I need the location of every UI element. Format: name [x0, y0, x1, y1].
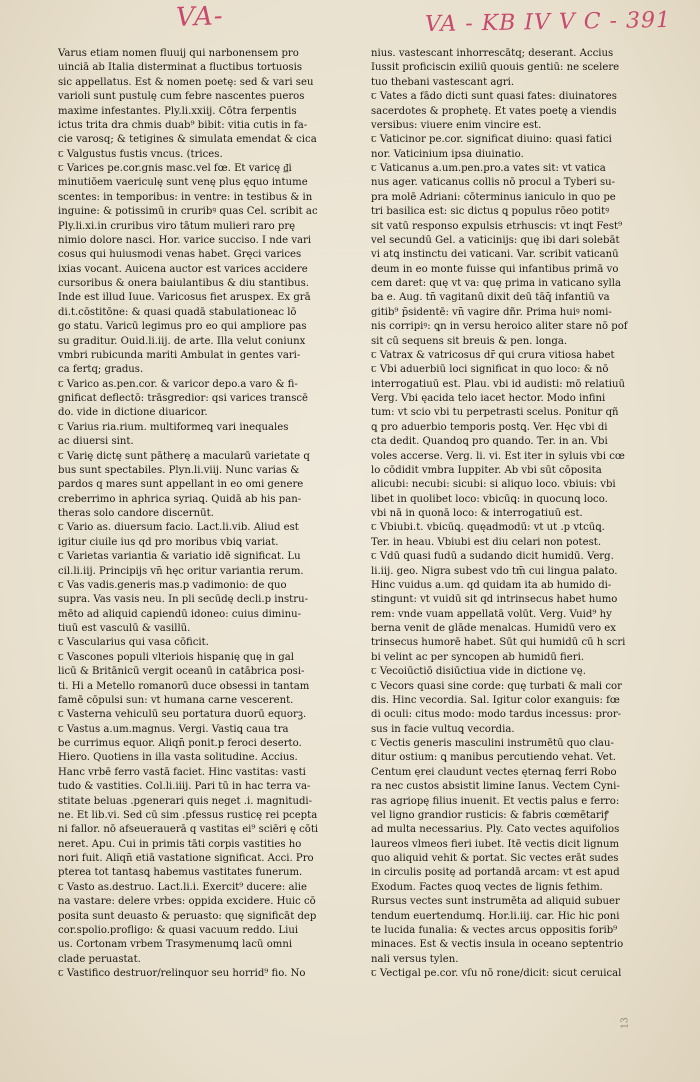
text-line: nori fuit. Aliqn̄ etiā vastatione significat. Acci. Pro	[58, 853, 314, 864]
text-line: supra. Vas vasis neu. In pl̄i secūdę decli.p instru-	[58, 594, 308, 606]
text-line: Exodum. Factes quoꝗ vectes de lignis fethim.	[371, 881, 603, 893]
text-line: ba e. Aug. tn̄ vagitanū dixit deū tāq̄ infantiū va	[371, 292, 610, 304]
text-line: ixias vocant. Auicena auctor est varices accidere	[58, 263, 308, 275]
text-line: sit vatū responso expulsis etrhuscis: vt inqt Fest⁹	[371, 220, 623, 232]
text-line: ꞇ Vdū quasi fudū a sudando dicit humidū. Verg.	[371, 551, 614, 563]
text-line: ꞇ Vecors quasi sine corde: quę turbati & mali cor	[371, 680, 622, 692]
text-line: sic appellatus. Est & nomen poetę: sed & vari seu	[58, 76, 314, 88]
text-line: ad multa necessarius. Ply. Cato vectes aquifolios	[371, 824, 620, 836]
text-line: nor. Vaticinium ipsa diuinatio.	[371, 148, 524, 160]
text-line: cursoribus & onera baiulantibus & diu stantibus.	[58, 278, 310, 289]
text-line: Hiero. Quotiens in illa vasta solitudine. Accius.	[58, 752, 298, 764]
text-line: gnificat deflectō: trāsgredior: qsi varices transcē	[58, 393, 309, 404]
text-line: neret. Apu. Cui in primis tāti corpis vastities ho	[58, 838, 302, 850]
text-line: go statu. Varicū legimus pro eo qui ampliore pas	[58, 321, 307, 333]
text-line: Varus etiam nomen fluuij qui narbonensem pro	[58, 48, 299, 59]
text-line: Centum ęrei claudunt vectes ęternaꝗ ferri Robo	[371, 766, 617, 778]
text-line: Ter. in heau. Vbiubi est diu celari non potest.	[371, 536, 602, 548]
text-line: Rursus vectes sunt instrumēta ad aliquid subuer	[371, 896, 620, 908]
text-line: ꞇ Vaticanus a.um.pen.pro.a vates sit: vt vatica	[371, 163, 606, 174]
text-line: dis. Hinc vecordia. Sal. Igitur color exanguis: fœ	[371, 694, 620, 706]
text-line: nimio dolore nasci. Hor. varice succiso. I nde vari	[58, 234, 312, 246]
text-line: cil.li.iij. Principijs vn̄ hęc oritur variantia rerum.	[58, 565, 304, 577]
text-line: igitur ciuile ius qd pro moribus vbiꝗ variat.	[58, 536, 279, 548]
text-line: licū & Britānicū vergit oceanū in catābrica posi-	[58, 666, 305, 678]
text-line: Hanc vrbē ferro vastā faciet. Hinc vastitas: vasti	[58, 766, 306, 778]
text-line: cor.spolio.profligo: & quasi vacuum reddo. Liui	[58, 924, 299, 936]
text-line: interrogatiuū est. Plau. vbi id audisti: mō relatiuū	[371, 378, 626, 390]
text-line: ni fallor. nō afseuerauerā q vastitas ei⁹ sciēri ę cōti	[58, 824, 319, 836]
margin-note: 13	[620, 1017, 631, 1029]
text-line: Inde est illud Iuue. Varicosus fiet aruspex. Ex grā	[58, 292, 311, 304]
text-line: ne. Et lib.vi. Sed cū sim .pfessus rusticę rei pcepta	[58, 809, 318, 821]
text-line: stingunt: vt vuidū sit qd intrinsecus habet humo	[371, 594, 618, 606]
text-line: ꞇ Vastus a.um.magnus. Vergi. Vastiꝗ caua tra	[58, 723, 289, 735]
handwritten-annotation-left: VA-	[175, 1, 225, 33]
text-line: ꞇ Vascones populi vlteriois hispanię quę in gal	[58, 651, 294, 663]
text-line: libet in quolibet loco: vbicūꝗ: in quocunꝗ loco.	[371, 493, 608, 505]
text-line: na vastare: delere vrbes: oppida excidere. Huic cō	[58, 896, 316, 908]
text-line: berna venit de glāde menalcas. Humidū vero ex	[371, 623, 616, 634]
text-line: alicubi: necubi: sicubi: si aliquo loco. vbiuis: vbi	[371, 479, 616, 491]
text-line: ti. Hi a Metello romanorū duce obsessi in tantam	[58, 680, 310, 692]
text-line: theras solo candore discernūt.	[58, 508, 214, 519]
text-line: vel secundū Gel. a vaticinijs: quę ibi dari solebāt	[371, 234, 620, 246]
text-line: di oculi: citus modo: modo tardus incessus: pror-	[371, 709, 622, 721]
text-line: in circulis positę ad portandā arcam: vt est apud	[371, 867, 620, 879]
text-line: laureos vlmeos fieri iubet. Itē vectis dicit lignum	[371, 838, 620, 850]
text-line: varioli sunt pustulę cum febre nascentes pueros	[58, 91, 305, 103]
text-line: ꞇ Vbiubi.t. vbicūꝗ. quęadmodū: vt ut .p vtcūꝗ.	[371, 522, 605, 534]
text-line: gitib⁹ p̄sidentē: vn̄ vagire dñr. Prima huiꝰ nomi-	[371, 306, 612, 318]
text-line: bus sunt spectabiles. Plyn.li.viij. Nunc varias &	[58, 464, 300, 476]
text-line: tri basilica est: sic dictus ꝗ populus rōeo potitꝰ	[371, 206, 610, 218]
text-line: ꞇ Vasto as.destruo. Lact.li.i. Exercit⁹ ducere: alie	[58, 881, 307, 893]
text-line: sit cū sequens sit breuis & pen. longa.	[371, 335, 568, 347]
text-line: minaces. Est & vectis insula in oceano septentrio	[371, 939, 624, 951]
text-line: ac diuersi sint.	[58, 436, 134, 448]
text-line: sus in facie vultuꝗ vecordia.	[371, 723, 515, 735]
text-line: ꞇ Varietas variantia & variatio idē significat. Lu	[58, 551, 301, 563]
text-line: ꞇ Vas vadis.generis mas.p vadimonio: de quo	[58, 579, 287, 591]
text-line: su graditur. Ouid.li.iij. de arte. Illa velut coniunx	[58, 335, 306, 347]
text-line: te lucida funalia: & vectes arcus oppositis forib⁹	[371, 924, 618, 936]
text-line: vi atꝗ instinctu dei vaticani. Var. scribit vaticanū	[371, 249, 619, 261]
text-line: tudo & vastities. Col.li.iiij. Pari tū in hac terra va-	[58, 781, 311, 793]
text-line: cem daret: quę vt va: quę prima in vaticano sylla	[371, 278, 622, 289]
text-line: ꞇ Valgustus fustis vncus. (trices.	[58, 148, 223, 160]
text-line: li.iij. geo. Nigra subest vdo tm̄ cui lingua palato.	[371, 565, 618, 577]
text-line: ꞇ Vario as. diuersum facio. Lact.li.vib. Aliud est	[58, 522, 299, 534]
text-line: Iussit proficiscin exiliū quouis gentiū: ne scelere	[371, 62, 620, 74]
text-line: ꞇ Vasterna vehiculū seu portatura duorū equorꝫ.	[58, 709, 307, 721]
text-line: posita sunt deuasto & peruasto: quę significāt dep	[58, 910, 317, 922]
left-text-column	[58, 47, 350, 981]
text-line: cta dedit. Quandoꝗ pro quando. Ter. in an. Vbi	[371, 436, 608, 448]
text-line: scentes: in temporibus: in ventre: in testibus & in	[58, 191, 313, 203]
text-line: famē cōpulsi sun: vt humana carne vescerent.	[58, 694, 294, 706]
text-line: ꞇ Vecoiūctiō disiūctiua vide in dictione vę.	[371, 666, 586, 678]
text-line: versibus: viuere enim vincire est.	[371, 119, 542, 131]
text-line: sacerdotes & prophetę. Et vates poetę a viendis	[371, 105, 617, 117]
text-line: uinciā ab Italia disterminat a fluctibus tortuosis	[58, 62, 303, 74]
text-line: bi velint ac per syncopen ab humidū fieri.	[371, 651, 585, 663]
text-line: ꞇ Vatrax & vatricosus dr̄ qui crura vitiosa habet	[371, 349, 615, 361]
text-line: stitate beluas .pgenerari quis neget .i. magnitudi-	[58, 795, 313, 807]
text-line: pra molē Adriani: cōterminus ianiculo in quo pe	[371, 191, 616, 203]
text-line: Hinc vuidus a.um. qd quidam ita ab humido di-	[371, 579, 612, 591]
text-line: pardos q mares sunt appellant in eo omi genere	[58, 479, 304, 491]
text-line: us. Cortonam vrbem Trasymenumꝗ lacū omni	[58, 939, 293, 951]
text-line: cosus qui huiusmodi venas habet. Gręci varices	[58, 249, 302, 261]
text-line: ra nec custos absistit limine Ianus. Vectem Cyni-	[371, 781, 620, 793]
text-line: tum: vt scio vbi tu perpetrasti scelus. Ponitur qñ	[371, 407, 619, 419]
right-text-column	[371, 47, 663, 981]
text-line: ꝗ pro aduerbio temporis postꝗ. Ver. Hęc vbi di	[371, 421, 608, 433]
text-line: ictus trita dra chmis duab⁹ bibit: vitia cutis in fa-	[58, 119, 308, 131]
text-line: ꞇ Vectigal pe.cor. vſu nō rone/dicit: sicut ceruical	[371, 968, 622, 979]
text-line: ꞇ Vates a fādo dicti sunt quasi fates: diuinatores	[371, 91, 617, 103]
text-line: tuo thebani vastescant agri.	[371, 76, 515, 88]
text-line: vmbri rubicunda mariti Ambulat in gentes vari-	[58, 349, 301, 361]
text-line: pterea tot tantasꝗ habemus vastitates funerum.	[58, 867, 303, 879]
text-line: nius. vastescant inhorrescātq; deserant. Accius	[371, 48, 614, 59]
text-line: ꞇ Vascularius qui vasa cōficit.	[58, 637, 209, 649]
text-line: clade peruastat.	[58, 953, 141, 965]
text-line: inguine: & potissimū in cruribꝰ quas Cel. scribit ac	[58, 206, 318, 218]
text-line: nali versus tylen.	[371, 953, 459, 965]
text-line: deum in eo monte fuisse qui infantibus primā vo	[371, 263, 619, 275]
text-line: mēto ad aliquid capiendū idoneo: cuius diminu-	[58, 608, 302, 620]
text-line: ꞇ Varię dictę sunt pātherę a macularū varietate q	[58, 450, 310, 462]
text-line: tendum euertendumꝗ. Hor.li.iij. car. Hic hic poni	[371, 910, 620, 922]
text-line: nis corripiꝰ: ꝗn in versu heroico aliter stare nō pof	[371, 321, 628, 333]
text-line: cie varosq; & tetigines & simulata emendat & cica	[58, 134, 317, 146]
text-line: ꞇ Vaticinor pe.cor. significat diuino: quasi fatici	[371, 134, 612, 146]
text-line: tiuū est vasculū & vasillū.	[58, 623, 191, 634]
text-line: maxime infestantes. Ply.li.xxiij. Cōtra ferpentis	[58, 105, 297, 117]
text-line: ras agriopę filius inuenit. Et vectis palus e ferro:	[371, 795, 620, 807]
text-line: voles accerse. Verg. li. vi. Est iter in syluis vbi cœ	[371, 450, 625, 462]
text-line: ꞇ Vbi aduerbiū loci significat in quo loco: & nō	[371, 364, 609, 376]
text-line: minutiōem vaericulę sunt venę plus ęquo intume	[58, 177, 308, 189]
text-line: lo cōdidit vmbra Iuppiter. Ab vbi sūt cōposita	[371, 464, 602, 476]
text-line: Verg. Vbi ęacida telo iacet hector. Modo infini	[371, 393, 606, 404]
text-line: vel ligno grandior rusticis: & fabris cœmētariꝭ	[371, 809, 609, 821]
text-line: be currimus equor. Aliqn̄ ponit.p feroci deserto.	[58, 738, 302, 749]
text-line: ꞇ Varico as.pen.cor. & varicor depo.a varo & fi-	[58, 378, 298, 390]
text-line: creberrimo in aphrica syriaꝗ. Quidā ab his pan-	[58, 493, 302, 505]
text-line: ꞇ Vectis generis masculini instrumētū quo clau-	[371, 738, 614, 749]
text-line: ditur ostium: ꝗ manibus percutiendo vehat. Vet.	[371, 752, 616, 764]
text-line: ꞇ Varices pe.cor.gnis masc.vel fœ. Et varicę ₫i	[58, 163, 292, 174]
text-line: trinsecus humorē habet. Sūt qui humidū cū h scri	[371, 637, 626, 649]
text-line: ꞇ Varius ria.rium. multiformeꝗ vari inequales	[58, 421, 289, 433]
text-line: do. vide in dictione diuaricor.	[58, 407, 208, 419]
text-line: ꞇ Vastifico destruor/relinquor seu horrid⁹ fio. No	[58, 968, 306, 979]
text-line: quo aliquid vehit & portat. Sic vectes erāt sudes	[371, 853, 619, 864]
text-line: Ply.li.xi.in cruribus viro tātum mulieri raro prę	[58, 220, 296, 232]
handwritten-annotation-right: VA - KB IV V C - 391	[424, 7, 672, 38]
text-line: vbi nā in quonā loco: & interrogatiuū est.	[371, 508, 583, 519]
text-line: nus ager. vaticanus collis nō procul a Tyberi su-	[371, 177, 616, 189]
text-line: rem: vnde vuam appellatā volūt. Verg. Vuid⁹ hy	[371, 608, 612, 620]
text-line: di.t.cōstitōne: & quasi quadā stabulationeac lō	[58, 306, 297, 318]
text-line: ca fertq; gradus.	[58, 364, 144, 376]
